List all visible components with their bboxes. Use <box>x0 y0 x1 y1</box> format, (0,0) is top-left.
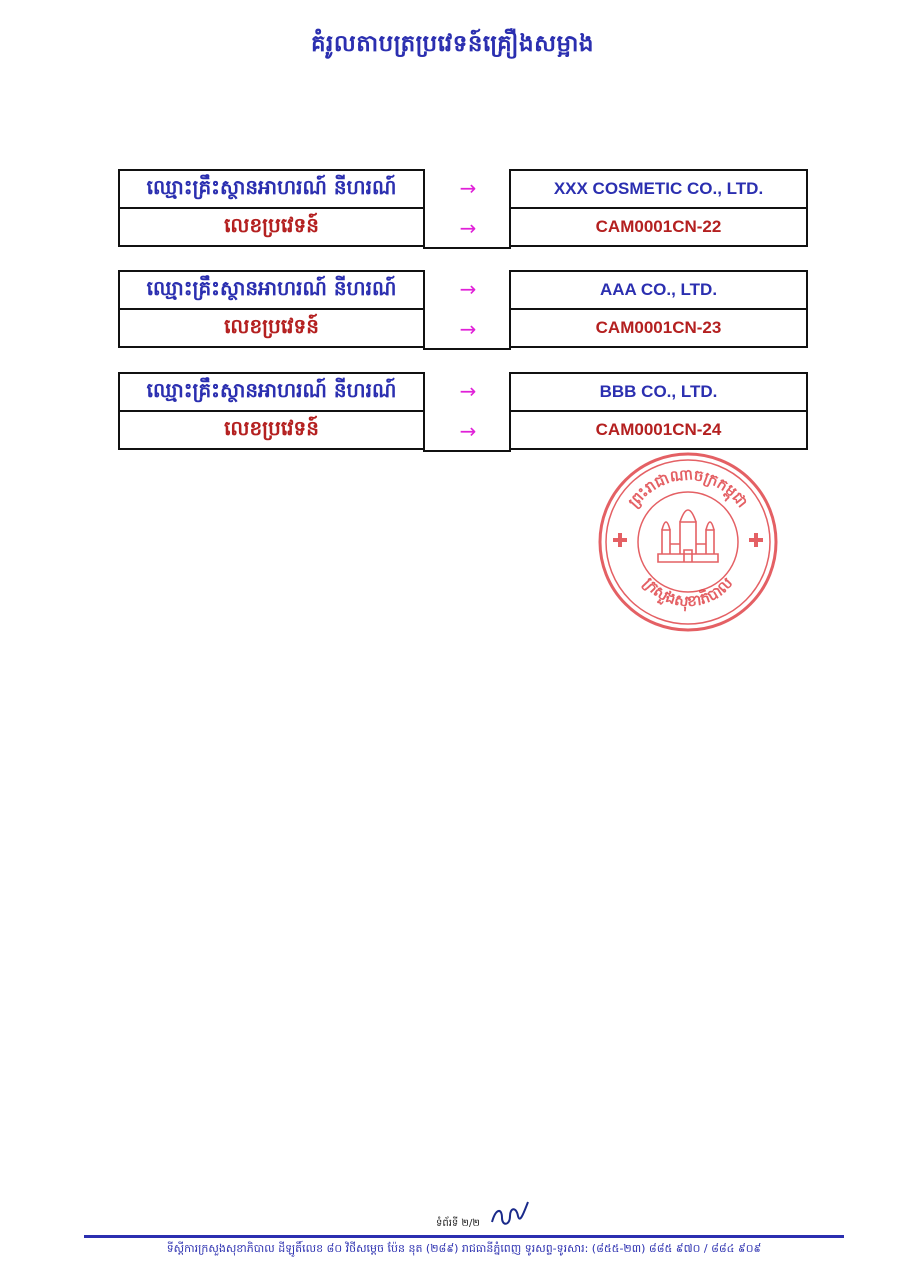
svg-text:ព្រះរាជាណាចក្រកម្ពុជា <box>625 465 752 511</box>
number-label: លេខប្រវេទន៍ <box>118 410 425 450</box>
temple-icon <box>658 510 718 562</box>
company-name: XXX COSMETIC CO., LTD. <box>509 169 808 209</box>
arrow-icon: → <box>459 216 477 240</box>
company-name: AAA CO., LTD. <box>509 270 808 310</box>
registration-block-3 <box>118 372 808 452</box>
footer-address: ទីស្តីការក្រសួងសុខាភិបាល ដីឡូតិ៍លេខ ៨០ វិថីសម្ដេច ប៉ែន នុត (២៨៩) រាជធានីភ្នំពេញ ទូរសព្ទ-ទូរសារ: (៨៥៥-២៣) ៨៨៥ ៩៧០ / ៨៨៤ ៩០៩ <box>166 1242 762 1255</box>
page-title: គំរូលតាបត្រប្រវេទន៍គ្រឿងសម្អាង <box>310 31 595 57</box>
number-label: លេខប្រវេទន៍ <box>118 207 425 247</box>
arrow-icon: → <box>459 317 477 341</box>
name-label: ឈ្មោះគ្រឹះស្ថានអាហរណ៍ នីហរណ៍ <box>118 372 425 412</box>
registration-number: CAM0001CN-24 <box>509 410 808 450</box>
svg-text:ក្រសួងសុខាភិបាល <box>640 574 737 613</box>
page-number: ទំព័រទី ២/២ <box>436 1218 480 1229</box>
arrow-icon: → <box>459 176 477 200</box>
arrow-icon: → <box>459 419 477 443</box>
signature-icon <box>488 1198 532 1230</box>
stamp-top-text: ព្រះរាជាណាចក្រកម្ពុជា <box>624 465 752 512</box>
number-label: លេខប្រវេទន៍ <box>118 308 425 348</box>
ministry-seal-stamp <box>596 450 780 634</box>
arrow-icon: → <box>459 379 477 403</box>
registration-number: CAM0001CN-23 <box>509 308 808 348</box>
registration-number: CAM0001CN-22 <box>509 207 808 247</box>
registration-block-1 <box>118 169 808 249</box>
company-name: BBB CO., LTD. <box>509 372 808 412</box>
stamp-bottom-text: ក្រសួងសុខាភិបាល <box>639 573 737 611</box>
registration-block-2 <box>118 270 808 350</box>
footer-divider <box>84 1235 844 1238</box>
arrow-icon: → <box>459 277 477 301</box>
name-label: ឈ្មោះគ្រឹះស្ថានអាហរណ៍ នីហរណ៍ <box>118 270 425 310</box>
name-label: ឈ្មោះគ្រឹះស្ថានអាហរណ៍ នីហរណ៍ <box>118 169 425 209</box>
